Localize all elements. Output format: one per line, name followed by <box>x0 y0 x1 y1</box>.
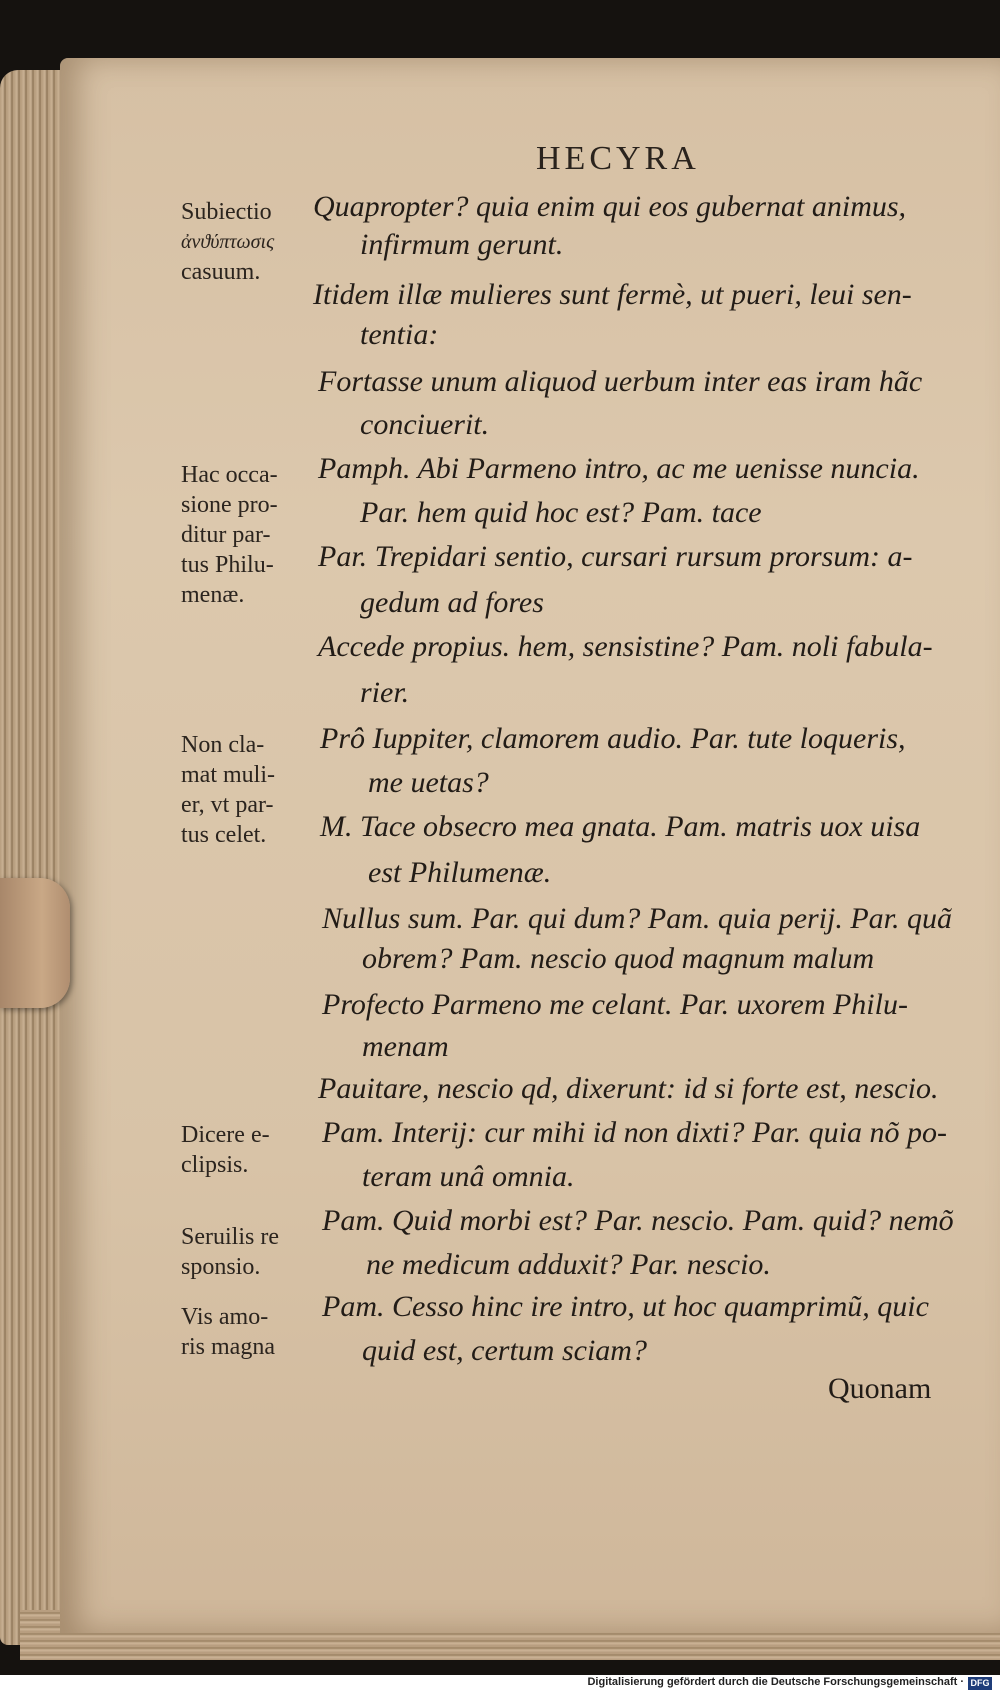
margin-note-line: Subiectio <box>181 199 272 225</box>
funding-credit: Digitalisierung gefördert durch die Deutsche Forschungsgemeinschaft · <box>587 1676 964 1688</box>
text-line: Pam. Quid morbi est? Par. nescio. Pam. quid? nemõ <box>322 1204 954 1237</box>
text-line: gedum ad fores <box>360 586 544 619</box>
margin-note-line: Non cla- <box>181 732 265 758</box>
margin-note-non-clamat <box>181 730 321 850</box>
text-line: Par. Trepidari sentio, cursari rursum prorsum: a- <box>318 540 913 573</box>
text-line: obrem? Pam. nescio quod magnum malum <box>362 942 875 975</box>
text-line: menam <box>362 1030 449 1063</box>
margin-note-vis-amoris <box>181 1302 321 1362</box>
text-line: Pamph. Abi Parmeno intro, ac me uenisse nuncia. <box>318 452 920 485</box>
text-line: Par. hem quid hoc est? Pam. tace <box>360 496 762 529</box>
text-line: est Philumenæ. <box>368 856 552 889</box>
margin-note-line: ris magna <box>181 1334 275 1360</box>
text-line: Fortasse unum aliquod uerbum inter eas iram hãc <box>318 365 923 398</box>
margin-note-seruilis <box>181 1222 321 1282</box>
text-line: Quapropter? quia enim qui eos gubernat animus, <box>313 190 907 223</box>
text-line: Profecto Parmeno me celant. Par. uxorem Philu- <box>322 988 908 1021</box>
margin-note-line: ἀνϑύπτωσις <box>181 231 275 253</box>
text-line: me uetas? <box>368 766 489 799</box>
margin-note-line: sponsio. <box>181 1254 261 1280</box>
margin-note-hac-occasione <box>181 460 321 610</box>
book-clasp <box>0 878 70 1008</box>
margin-note-subiectio <box>181 197 321 287</box>
margin-note-line: clipsis. <box>181 1152 249 1178</box>
margin-note-line: Hac occa- <box>181 462 278 488</box>
dfg-logo: DFG <box>968 1677 992 1690</box>
margin-note-line: sione pro- <box>181 492 278 518</box>
text-line: conciuerit. <box>360 408 490 441</box>
text-line: ne medicum adduxit? Par. nescio. <box>366 1248 771 1281</box>
text-line: teram unâ omnia. <box>362 1160 575 1193</box>
margin-note-line: Vis amo- <box>181 1304 269 1330</box>
text-line: rier. <box>360 676 410 709</box>
text-line: quid est, certum sciam? <box>362 1334 647 1367</box>
text-line: tentia: <box>360 318 439 351</box>
text-line: Accede propius. hem, sensistine? Pam. noli fabula- <box>318 630 933 663</box>
text-line: Pam. Cesso hinc ire intro, ut hoc quamprimũ, quic <box>322 1290 929 1323</box>
text-line: infirmum gerunt. <box>360 228 564 261</box>
text-line: Prô Iuppiter, clamorem audio. Par. tute loqueris, <box>320 722 906 755</box>
running-header: HECYRA <box>536 140 700 177</box>
margin-note-line: menæ. <box>181 582 245 608</box>
margin-note-line: er, vt par- <box>181 792 274 818</box>
margin-note-line: Seruilis re <box>181 1224 279 1250</box>
margin-note-line: tus Philu- <box>181 552 274 578</box>
margin-note-dicere <box>181 1120 321 1180</box>
text-line: M. Tace obsecro mea gnata. Pam. matris uox uisa <box>320 810 921 843</box>
margin-note-line: casuum. <box>181 259 261 285</box>
margin-note-line: Dicere e- <box>181 1122 270 1148</box>
text-line: Nullus sum. Par. qui dum? Pam. quia perij. Par. quã <box>322 902 953 935</box>
text-line: Itidem illæ mulieres sunt fermè, ut pueri, leui sen- <box>313 278 912 311</box>
text-line: Pam. Interij: cur mihi id non dixti? Par. quia nõ po- <box>322 1116 947 1149</box>
margin-note-line: mat muli- <box>181 762 275 788</box>
margin-note-line: ditur par- <box>181 522 271 548</box>
catchword: Quonam <box>828 1372 932 1405</box>
text-line: Pauitare, nescio qd, dixerunt: id si forte est, nescio. <box>318 1072 939 1105</box>
margin-note-line: tus celet. <box>181 822 267 848</box>
